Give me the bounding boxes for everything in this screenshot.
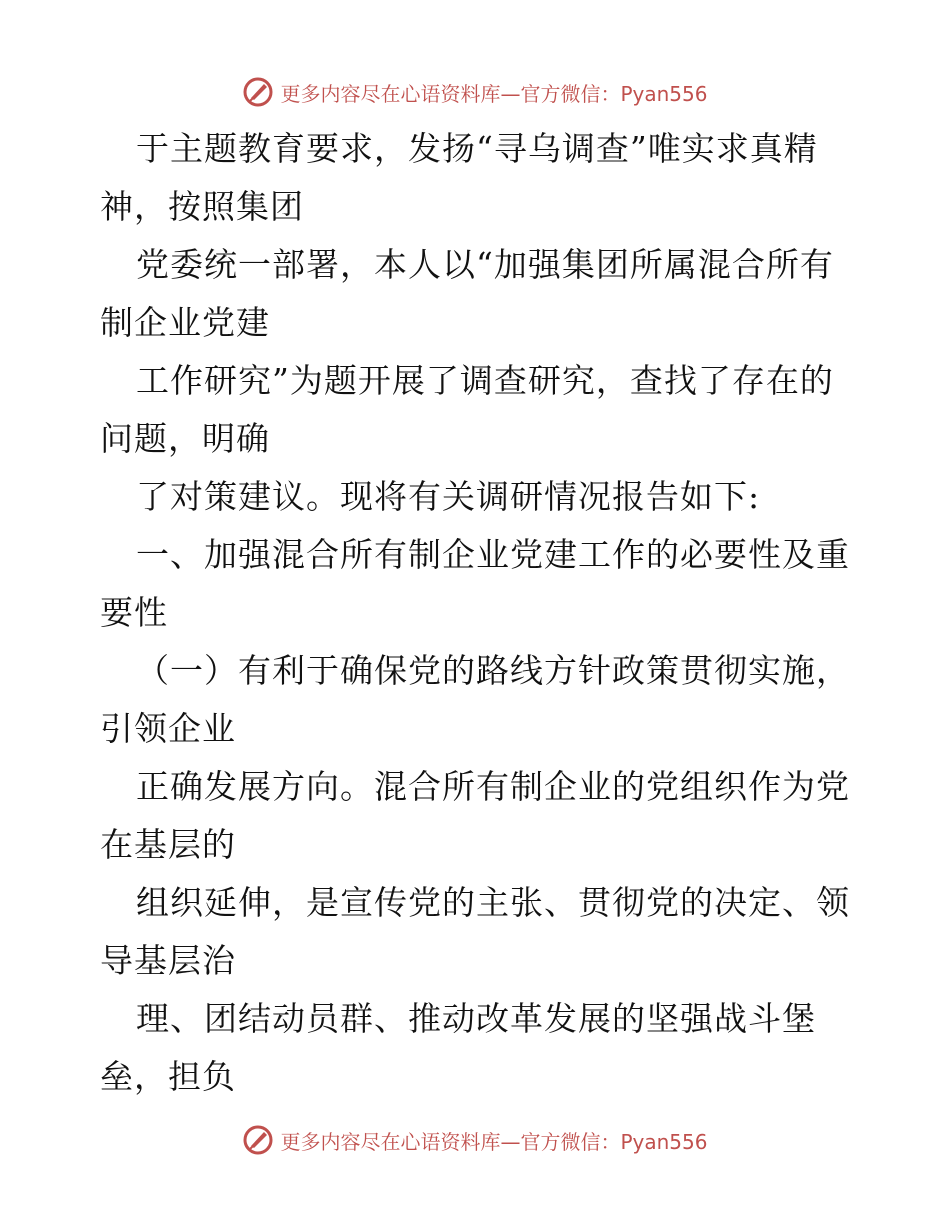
footer-banner bbox=[0, 1120, 950, 1160]
subsection-heading: （一）有利于确保党的路线方针政策贯彻实施， bbox=[136, 651, 850, 690]
text-line: 组织延伸，是宣传党的主张、贯彻党的决定、领 bbox=[136, 883, 850, 922]
header-banner bbox=[0, 72, 950, 112]
quill-logo-icon bbox=[242, 1124, 274, 1156]
header-banner-text: 更多内容尽在心语资料库—官方微信：Pyan556 bbox=[280, 81, 708, 106]
text-line: 工作研究”为题开展了调查研究，查找了存在的 bbox=[136, 361, 834, 400]
text-line: 问题，明确 bbox=[100, 419, 270, 458]
text-line: 在基层的 bbox=[100, 825, 236, 864]
text-line: 于主题教育要求，发扬“寻乌调查”唯实求真精 bbox=[136, 129, 818, 168]
quill-logo-icon bbox=[242, 76, 274, 108]
text-line: 引领企业 bbox=[100, 709, 236, 748]
text-line: 神，按照集团 bbox=[100, 187, 304, 226]
text-line: 垒，担负 bbox=[100, 1057, 236, 1096]
text-line: 制企业党建 bbox=[100, 303, 270, 342]
text-line: 正确发展方向。混合所有制企业的党组织作为党 bbox=[136, 767, 850, 806]
footer-banner-text: 更多内容尽在心语资料库—官方微信：Pyan556 bbox=[280, 1129, 708, 1154]
text-line: 党委统一部署，本人以“加强集团所属混合所有 bbox=[136, 245, 834, 284]
section-heading-cont: 要性 bbox=[100, 593, 168, 632]
document-body bbox=[100, 120, 860, 1106]
text-line: 导基层治 bbox=[100, 941, 236, 980]
section-heading: 一、加强混合所有制企业党建工作的必要性及重 bbox=[136, 535, 850, 574]
text-line: 理、团结动员群、推动改革发展的坚强战斗堡 bbox=[136, 999, 816, 1038]
text-line: 了对策建议。现将有关调研情况报告如下: bbox=[136, 477, 761, 516]
